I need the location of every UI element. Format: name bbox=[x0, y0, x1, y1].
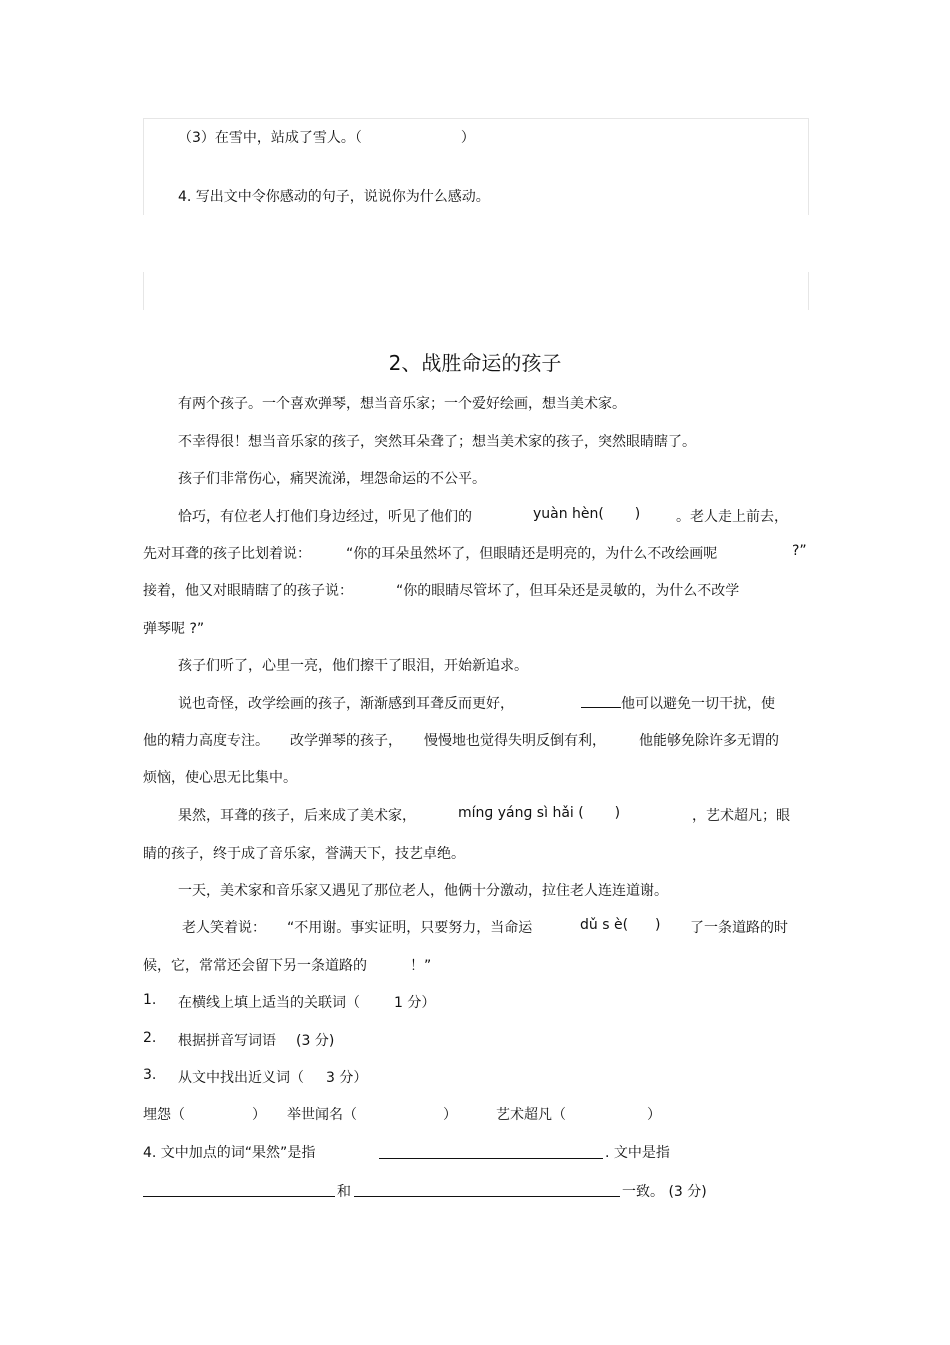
p9-line-2b: ！” bbox=[410, 958, 432, 974]
p6-text-b: 他可以避免一切干扰，使 bbox=[621, 696, 775, 712]
p4-pinyin-close: ) bbox=[634, 506, 641, 522]
answer-area-box bbox=[143, 272, 809, 310]
p7-line-2: 睛的孩子，终于成了音乐家，誉满天下，技艺卓绝。 bbox=[143, 846, 465, 862]
p4-pinyin-text: yuàn hèn( bbox=[533, 506, 604, 522]
question-4-and: 和 bbox=[337, 1184, 351, 1200]
p7-pinyin-text: mínɡ yánɡ sì hǎi ( bbox=[458, 805, 584, 821]
p6-line-2b: 改学弹琴的孩子， bbox=[290, 733, 402, 749]
p4-line-2c: ?” bbox=[792, 543, 807, 559]
p6-line-3: 烦恼，使心思无比集中。 bbox=[143, 770, 297, 786]
paragraph-8: 一天，美术家和音乐家又遇见了那位老人，他俩十分激动，拉住老人连连道谢。 bbox=[178, 883, 668, 899]
question-4-blank-1[interactable] bbox=[379, 1143, 603, 1159]
p6-blank-group bbox=[581, 693, 775, 713]
synonym-2-blank[interactable] bbox=[365, 1102, 440, 1120]
synonym-1-close: ） bbox=[252, 1107, 266, 1123]
p4-line-2a: 先对耳聋的孩子比划着说： bbox=[143, 546, 311, 562]
question-1-score: 1 分） bbox=[394, 995, 436, 1011]
question-3-text: 从文中找出近义词（ bbox=[178, 1070, 304, 1086]
question-1-text: 在横线上填上适当的关联词（ bbox=[178, 995, 360, 1011]
question-4-end: 一致。 (3 分) bbox=[622, 1184, 707, 1200]
synonym-1-blank[interactable] bbox=[194, 1102, 249, 1120]
p7-pinyin bbox=[458, 805, 620, 821]
p7-text-a: 果然，耳聋的孩子，后来成了美术家， bbox=[178, 808, 416, 824]
top-q3-close: ） bbox=[460, 130, 475, 146]
p4-line-4: 弹琴呢 ?” bbox=[143, 621, 205, 637]
question-3-score: 3 分） bbox=[326, 1070, 368, 1086]
p6-text-a: 说也奇怪，改学绘画的孩子，渐渐感到耳聋反而更好， bbox=[178, 696, 514, 712]
p4-line-3b: “你的眼睛尽管坏了，但耳朵还是灵敏的，为什么不改学 bbox=[396, 583, 740, 599]
top-q3-text: （3）在雪中，站成了雪人。（ bbox=[178, 130, 362, 146]
question-4-blank-2[interactable] bbox=[143, 1181, 335, 1197]
p6-line-2a: 他的精力高度专注。 bbox=[143, 733, 269, 749]
top-q3 bbox=[178, 127, 475, 147]
p4-line-3a: 接着，他又对眼睛瞎了的孩子说： bbox=[143, 583, 353, 599]
p9-line-2a: 候，它，常常还会留下另一条道路的 bbox=[143, 958, 367, 974]
synonym-3-close: ） bbox=[647, 1107, 661, 1123]
question-1-num: 1. bbox=[143, 992, 157, 1008]
question-3-num: 3. bbox=[143, 1067, 157, 1083]
p6-blank[interactable] bbox=[581, 693, 621, 708]
p9-pinyin bbox=[580, 917, 660, 933]
question-2-num: 2. bbox=[143, 1030, 157, 1046]
paragraph-4-line-1 bbox=[178, 506, 472, 526]
p9-pinyin-close: ) bbox=[654, 917, 661, 933]
p9-text-c: 了一条道路的时 bbox=[690, 920, 788, 936]
p7-text-b: ，艺术超凡；眼 bbox=[692, 808, 790, 824]
p4-text-b: 。老人走上前去， bbox=[676, 509, 788, 525]
question-2-score: (3 分) bbox=[296, 1033, 335, 1049]
question-4-text: 4. 文中加点的词“果然”是指 bbox=[143, 1145, 316, 1161]
synonym-3-blank[interactable] bbox=[574, 1102, 644, 1120]
p7-pinyin-close: ) bbox=[614, 805, 621, 821]
synonym-2-label: 举世闻名（ bbox=[287, 1107, 357, 1123]
synonym-1-label: 埋怨（ bbox=[143, 1107, 185, 1123]
p6-line-2c: 慢慢地也觉得失明反倒有利， bbox=[424, 733, 606, 749]
paragraph-5: 孩子们听了，心里一亮，他们擦干了眼泪，开始新追求。 bbox=[178, 658, 528, 674]
p6-line-2d: 他能够免除许多无谓的 bbox=[639, 733, 779, 749]
paragraph-3: 孩子们非常伤心，痛哭流涕，埋怨命运的不公平。 bbox=[178, 471, 486, 487]
article-title: 2、战胜命运的孩子 bbox=[388, 351, 562, 375]
question-4-blank-3[interactable] bbox=[354, 1181, 620, 1197]
synonym-2-close: ） bbox=[443, 1107, 457, 1123]
p9-text-b: “不用谢。事实证明，只要努力，当命运 bbox=[287, 920, 533, 936]
p4-text-a: 恰巧，有位老人打他们身边经过，听见了他们的 bbox=[178, 509, 472, 525]
top-q4: 4. 写出文中令你感动的句子，说说你为什么感动。 bbox=[178, 189, 490, 205]
p9-text-a: 老人笑着说： bbox=[182, 920, 266, 936]
question-4-mid: . 文中是指 bbox=[605, 1145, 670, 1161]
question-2-text: 根据拼音写词语 bbox=[178, 1033, 276, 1049]
paragraph-2: 不幸得很！想当音乐家的孩子，突然耳朵聋了；想当美术家的孩子，突然眼睛瞎了。 bbox=[178, 434, 696, 450]
paragraph-1: 有两个孩子。一个喜欢弹琴，想当音乐家；一个爱好绘画，想当美术家。 bbox=[178, 396, 626, 412]
p4-line-2b: “你的耳朵虽然坏了，但眼睛还是明亮的，为什么不改绘画呢 bbox=[346, 546, 718, 562]
synonym-3-label: 艺术超凡（ bbox=[496, 1107, 566, 1123]
p4-pinyin bbox=[533, 506, 640, 522]
p9-pinyin-text: dǔ s è( bbox=[580, 917, 629, 933]
